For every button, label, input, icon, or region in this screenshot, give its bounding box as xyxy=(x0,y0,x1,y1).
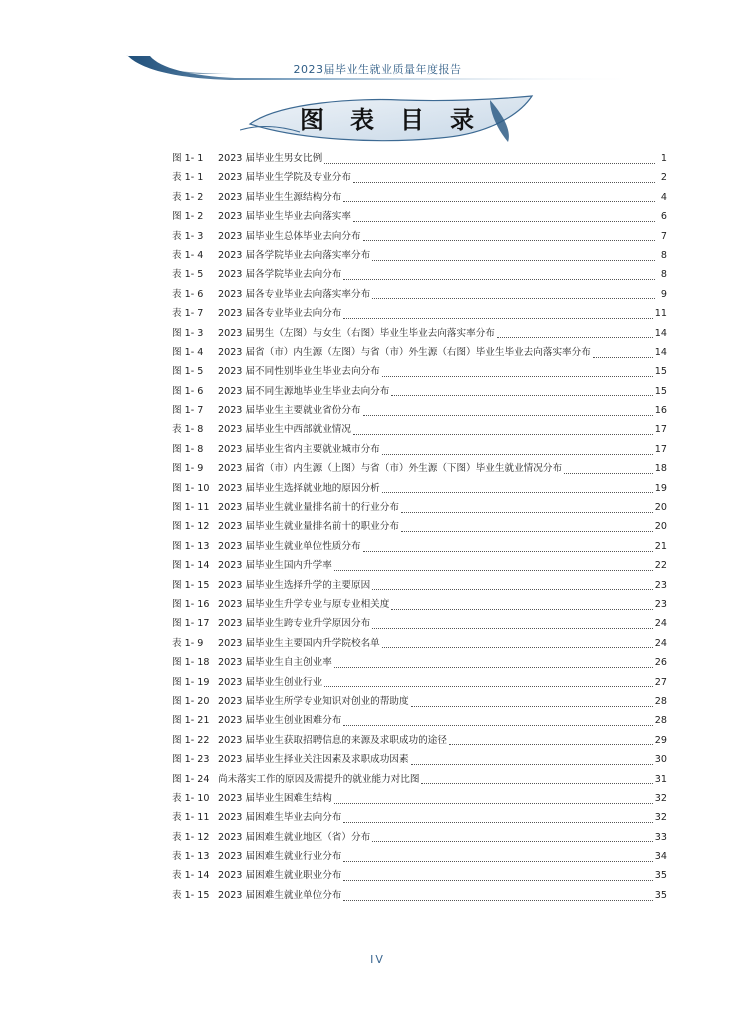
toc-entry[interactable] xyxy=(172,480,667,499)
toc-entry-title: 2023 届省（市）内生源（左图）与省（市）外生源（右图）毕业生毕业去向落实率分布 xyxy=(218,346,591,358)
toc-entry-label: 图 1- 7 xyxy=(172,405,204,417)
toc-leader-dots xyxy=(343,821,652,823)
toc-leader-dots xyxy=(363,414,653,416)
toc-entry-page: 2 xyxy=(660,172,667,184)
toc-banner xyxy=(240,94,540,146)
toc-entry-label: 图 1- 22 xyxy=(172,734,210,746)
toc-leader-dots xyxy=(411,763,653,765)
toc-entry-page: 35 xyxy=(654,870,667,882)
toc-entry-title: 2023 届毕业生所学专业知识对创业的帮助度 xyxy=(218,695,409,707)
toc-entry-page: 32 xyxy=(654,792,667,804)
toc-entry[interactable] xyxy=(172,402,667,421)
toc-entry[interactable] xyxy=(172,771,667,790)
toc-entry-label: 表 1- 7 xyxy=(172,308,204,320)
toc-entry-label: 表 1- 5 xyxy=(172,269,204,281)
toc-entry[interactable] xyxy=(172,247,667,266)
toc-leader-dots xyxy=(372,627,653,629)
toc-leader-dots xyxy=(372,588,653,590)
toc-entry-title: 2023 届毕业生中西部就业情况 xyxy=(218,424,351,436)
toc-entry-title: 2023 届毕业生就业量排名前十的职业分布 xyxy=(218,521,399,533)
toc-leader-dots xyxy=(343,278,655,280)
toc-entry-page: 20 xyxy=(654,521,667,533)
toc-entry-page: 19 xyxy=(654,482,667,494)
toc-entry-page: 20 xyxy=(654,502,667,514)
toc-entry-page: 33 xyxy=(654,831,667,843)
toc-entry-page: 27 xyxy=(654,676,667,688)
toc-entry-label: 图 1- 18 xyxy=(172,657,210,669)
toc-entry-label: 图 1- 5 xyxy=(172,366,204,378)
toc-entry[interactable] xyxy=(172,654,667,673)
toc-entry-label: 图 1- 16 xyxy=(172,598,210,610)
toc-entry[interactable] xyxy=(172,344,667,363)
toc-entry-title: 尚未落实工作的原因及需提升的就业能力对比图 xyxy=(218,773,420,785)
toc-entry-page: 15 xyxy=(654,385,667,397)
toc-leader-dots xyxy=(353,220,655,222)
toc-entry-page: 16 xyxy=(654,405,667,417)
toc-entry-page: 24 xyxy=(654,637,667,649)
toc-entry[interactable] xyxy=(172,538,667,557)
toc-entry[interactable] xyxy=(172,790,667,809)
toc-entry[interactable] xyxy=(172,829,667,848)
toc-entry-title: 2023 届毕业生困难生结构 xyxy=(218,792,332,804)
toc-entry-label: 图 1- 21 xyxy=(172,715,210,727)
toc-entry-title: 2023 届困难生就业地区（省）分布 xyxy=(218,831,371,843)
toc-leader-dots xyxy=(324,685,653,687)
toc-entry-title: 2023 届毕业生升学专业与原专业相关度 xyxy=(218,598,390,610)
toc-entry-label: 表 1- 9 xyxy=(172,637,204,649)
toc-leader-dots xyxy=(401,530,653,532)
toc-leader-dots xyxy=(334,802,653,804)
toc-entry-title: 2023 届各专业毕业去向落实率分布 xyxy=(218,288,371,300)
toc-entry-page: 8 xyxy=(660,249,667,261)
toc-entry[interactable] xyxy=(172,383,667,402)
toc-entry-title: 2023 届毕业生获取招聘信息的来源及求职成功的途径 xyxy=(218,734,447,746)
toc-entry-label: 图 1- 19 xyxy=(172,676,210,688)
toc-entry-page: 14 xyxy=(654,346,667,358)
toc-entry-page: 35 xyxy=(654,889,667,901)
toc-leader-dots xyxy=(343,899,652,901)
toc-leader-dots xyxy=(421,782,652,784)
toc-entry[interactable] xyxy=(172,867,667,886)
toc-entry-title: 2023 届困难生就业职业分布 xyxy=(218,870,342,882)
toc-entry-title: 2023 届毕业生总体毕业去向分布 xyxy=(218,230,361,242)
toc-leader-dots xyxy=(334,569,653,571)
toc-entry-label: 图 1- 2 xyxy=(172,211,204,223)
toc-entry-label: 表 1- 14 xyxy=(172,870,210,882)
toc-entry-title: 2023 届各专业毕业去向分布 xyxy=(218,308,342,320)
toc-entry[interactable] xyxy=(172,635,667,654)
toc-entry-title: 2023 届困难生就业行业分布 xyxy=(218,851,342,863)
toc-leader-dots xyxy=(497,336,653,338)
toc-entry[interactable] xyxy=(172,363,667,382)
toc-entry-title: 2023 届毕业生生源结构分布 xyxy=(218,191,342,203)
toc-entry-page: 9 xyxy=(660,288,667,300)
toc-entry-page: 11 xyxy=(654,308,667,320)
toc-entry[interactable] xyxy=(172,809,667,828)
toc-entry[interactable] xyxy=(172,887,667,906)
toc-leader-dots xyxy=(372,297,655,299)
toc-leader-dots xyxy=(391,608,652,610)
toc-entry-page: 1 xyxy=(660,153,667,164)
toc-leader-dots xyxy=(449,743,653,745)
toc-entry-page: 24 xyxy=(654,618,667,630)
toc-entry[interactable] xyxy=(172,615,667,634)
toc-entry[interactable] xyxy=(172,421,667,440)
toc-entry-label: 表 1- 1 xyxy=(172,172,204,184)
toc-entry-label: 图 1- 23 xyxy=(172,754,210,766)
toc-leader-dots xyxy=(343,200,655,202)
toc-entry-label: 图 1- 12 xyxy=(172,521,210,533)
toc-leader-dots xyxy=(343,860,652,862)
toc-entry-label: 图 1- 4 xyxy=(172,346,204,358)
toc-entry-title: 2023 届毕业生择业关注因素及求职成功因素 xyxy=(218,754,409,766)
toc-leader-dots xyxy=(372,840,653,842)
toc-leader-dots xyxy=(363,239,655,241)
toc-entry-label: 图 1- 9 xyxy=(172,463,204,475)
toc-entry-title: 2023 届各学院毕业去向落实率分布 xyxy=(218,249,371,261)
toc-entry[interactable] xyxy=(172,266,667,285)
toc-entry[interactable] xyxy=(172,208,667,227)
toc-entry[interactable] xyxy=(172,674,667,693)
toc-entry-label: 图 1- 13 xyxy=(172,540,210,552)
toc-entry-label: 表 1- 13 xyxy=(172,851,210,863)
toc-entry[interactable] xyxy=(172,557,667,576)
toc-entry[interactable] xyxy=(172,577,667,596)
toc-entry-title: 2023 届毕业生国内升学率 xyxy=(218,560,332,572)
toc-entry-label: 表 1- 10 xyxy=(172,792,210,804)
toc-leader-dots xyxy=(411,705,653,707)
toc-entry-label: 图 1- 8 xyxy=(172,443,204,455)
toc-leader-dots xyxy=(382,646,653,648)
toc-entry-label: 表 1- 2 xyxy=(172,191,204,203)
toc-entry-label: 表 1- 15 xyxy=(172,889,210,901)
toc-entry-page: 28 xyxy=(654,715,667,727)
toc-entry-page: 14 xyxy=(654,327,667,339)
toc-entry[interactable] xyxy=(172,169,667,188)
toc-entry-page: 23 xyxy=(654,579,667,591)
toc-leader-dots xyxy=(343,724,652,726)
toc-entry-title: 2023 届毕业生省内主要就业城市分布 xyxy=(218,443,380,455)
toc-entry[interactable] xyxy=(172,305,667,324)
toc-entry-title: 2023 届毕业生选择就业地的原因分析 xyxy=(218,482,380,494)
toc-entry-page: 30 xyxy=(654,754,667,766)
page-number: IV xyxy=(370,953,385,966)
toc-entry-page: 7 xyxy=(660,230,667,242)
toc-entry-label: 图 1- 6 xyxy=(172,385,204,397)
toc-entry-title: 2023 届毕业生就业单位性质分布 xyxy=(218,540,361,552)
toc-entry-page: 28 xyxy=(654,695,667,707)
toc-entry-page: 32 xyxy=(654,812,667,824)
toc-entry-label: 表 1- 12 xyxy=(172,831,210,843)
toc-entry-title: 2023 届毕业生选择升学的主要原因 xyxy=(218,579,371,591)
toc-entry-title: 2023 届不同生源地毕业生毕业去向分布 xyxy=(218,385,390,397)
toc-entry-page: 17 xyxy=(654,443,667,455)
toc-entry[interactable] xyxy=(172,596,667,615)
toc-entry[interactable] xyxy=(172,712,667,731)
toc-entry-label: 图 1- 1 xyxy=(172,153,204,164)
toc-leader-dots xyxy=(353,433,653,435)
toc-entry-page: 22 xyxy=(654,560,667,572)
toc-entry-page: 29 xyxy=(654,734,667,746)
header-title: 2023届毕业生就业质量年度报告 xyxy=(293,63,462,76)
toc-list xyxy=(172,150,667,906)
toc-entry-label: 图 1- 15 xyxy=(172,579,210,591)
page-header xyxy=(0,0,755,90)
toc-entry-label: 表 1- 8 xyxy=(172,424,204,436)
toc-entry[interactable] xyxy=(172,325,667,344)
toc-entry[interactable] xyxy=(172,499,667,518)
toc-entry-label: 表 1- 3 xyxy=(172,230,204,242)
toc-entry[interactable] xyxy=(172,848,667,867)
toc-entry-page: 31 xyxy=(654,773,667,785)
toc-entry-label: 表 1- 11 xyxy=(172,812,210,824)
toc-entry-page: 34 xyxy=(654,851,667,863)
toc-entry-title: 2023 届毕业生男女比例 xyxy=(218,153,323,164)
toc-entry-label: 表 1- 4 xyxy=(172,249,204,261)
toc-entry-page: 18 xyxy=(654,463,667,475)
toc-entry-title: 2023 届省（市）内生源（上图）与省（市）外生源（下图）毕业生就业情况分布 xyxy=(218,463,563,475)
toc-entry-title: 2023 届男生（左图）与女生（右图）毕业生毕业去向落实率分布 xyxy=(218,327,495,339)
toc-entry-label: 图 1- 17 xyxy=(172,618,210,630)
toc-title: 图表目录 xyxy=(300,105,500,134)
toc-entry-page: 21 xyxy=(654,540,667,552)
toc-entry[interactable] xyxy=(172,732,667,751)
toc-leader-dots xyxy=(564,472,653,474)
toc-entry[interactable] xyxy=(172,441,667,460)
toc-entry[interactable] xyxy=(172,150,667,169)
toc-entry-title: 2023 届毕业生主要国内升学院校名单 xyxy=(218,637,380,649)
toc-entry-title: 2023 届困难生毕业去向分布 xyxy=(218,812,342,824)
toc-leader-dots xyxy=(382,375,653,377)
toc-leader-dots xyxy=(363,550,653,552)
toc-entry-label: 图 1- 14 xyxy=(172,560,210,572)
toc-entry[interactable] xyxy=(172,286,667,305)
toc-leader-dots xyxy=(391,394,652,396)
toc-entry[interactable] xyxy=(172,518,667,537)
toc-leader-dots xyxy=(372,259,655,261)
toc-entry-page: 26 xyxy=(654,657,667,669)
toc-leader-dots xyxy=(382,491,653,493)
toc-entry-title: 2023 届毕业生自主创业率 xyxy=(218,657,332,669)
toc-entry-title: 2023 届毕业生毕业去向落实率 xyxy=(218,211,351,223)
toc-leader-dots xyxy=(593,356,653,358)
toc-leader-dots xyxy=(353,181,655,183)
toc-leader-dots xyxy=(343,879,652,881)
toc-leader-dots xyxy=(334,666,653,668)
toc-entry-label: 图 1- 20 xyxy=(172,695,210,707)
toc-entry-page: 17 xyxy=(654,424,667,436)
toc-leader-dots xyxy=(343,317,652,319)
toc-entry[interactable] xyxy=(172,460,667,479)
toc-entry-title: 2023 届毕业生主要就业省份分布 xyxy=(218,405,361,417)
toc-entry-title: 2023 届毕业生跨专业升学原因分布 xyxy=(218,618,371,630)
toc-leader-dots xyxy=(382,453,653,455)
toc-entry-title: 2023 届困难生就业单位分布 xyxy=(218,889,342,901)
toc-entry-page: 8 xyxy=(660,269,667,281)
toc-entry-page: 4 xyxy=(660,191,667,203)
toc-entry-title: 2023 届毕业生创业困难分布 xyxy=(218,715,342,727)
toc-entry-page: 23 xyxy=(654,598,667,610)
toc-entry-label: 图 1- 10 xyxy=(172,482,210,494)
toc-entry-title: 2023 届毕业生创业行业 xyxy=(218,676,323,688)
toc-leader-dots xyxy=(401,511,653,513)
toc-entry-label: 图 1- 24 xyxy=(172,773,210,785)
toc-entry[interactable] xyxy=(172,751,667,770)
toc-leader-dots xyxy=(324,162,655,164)
toc-entry-title: 2023 届各学院毕业去向分布 xyxy=(218,269,342,281)
toc-entry-page: 6 xyxy=(660,211,667,223)
toc-entry-title: 2023 届毕业生学院及专业分布 xyxy=(218,172,351,184)
toc-entry-label: 表 1- 6 xyxy=(172,288,204,300)
toc-entry-label: 图 1- 11 xyxy=(172,502,210,514)
toc-entry[interactable] xyxy=(172,228,667,247)
toc-entry-title: 2023 届不同性别毕业生毕业去向分布 xyxy=(218,366,380,378)
toc-entry[interactable] xyxy=(172,189,667,208)
toc-entry-page: 15 xyxy=(654,366,667,378)
toc-entry-title: 2023 届毕业生就业量排名前十的行业分布 xyxy=(218,502,399,514)
toc-entry-label: 图 1- 3 xyxy=(172,327,204,339)
toc-entry[interactable] xyxy=(172,693,667,712)
